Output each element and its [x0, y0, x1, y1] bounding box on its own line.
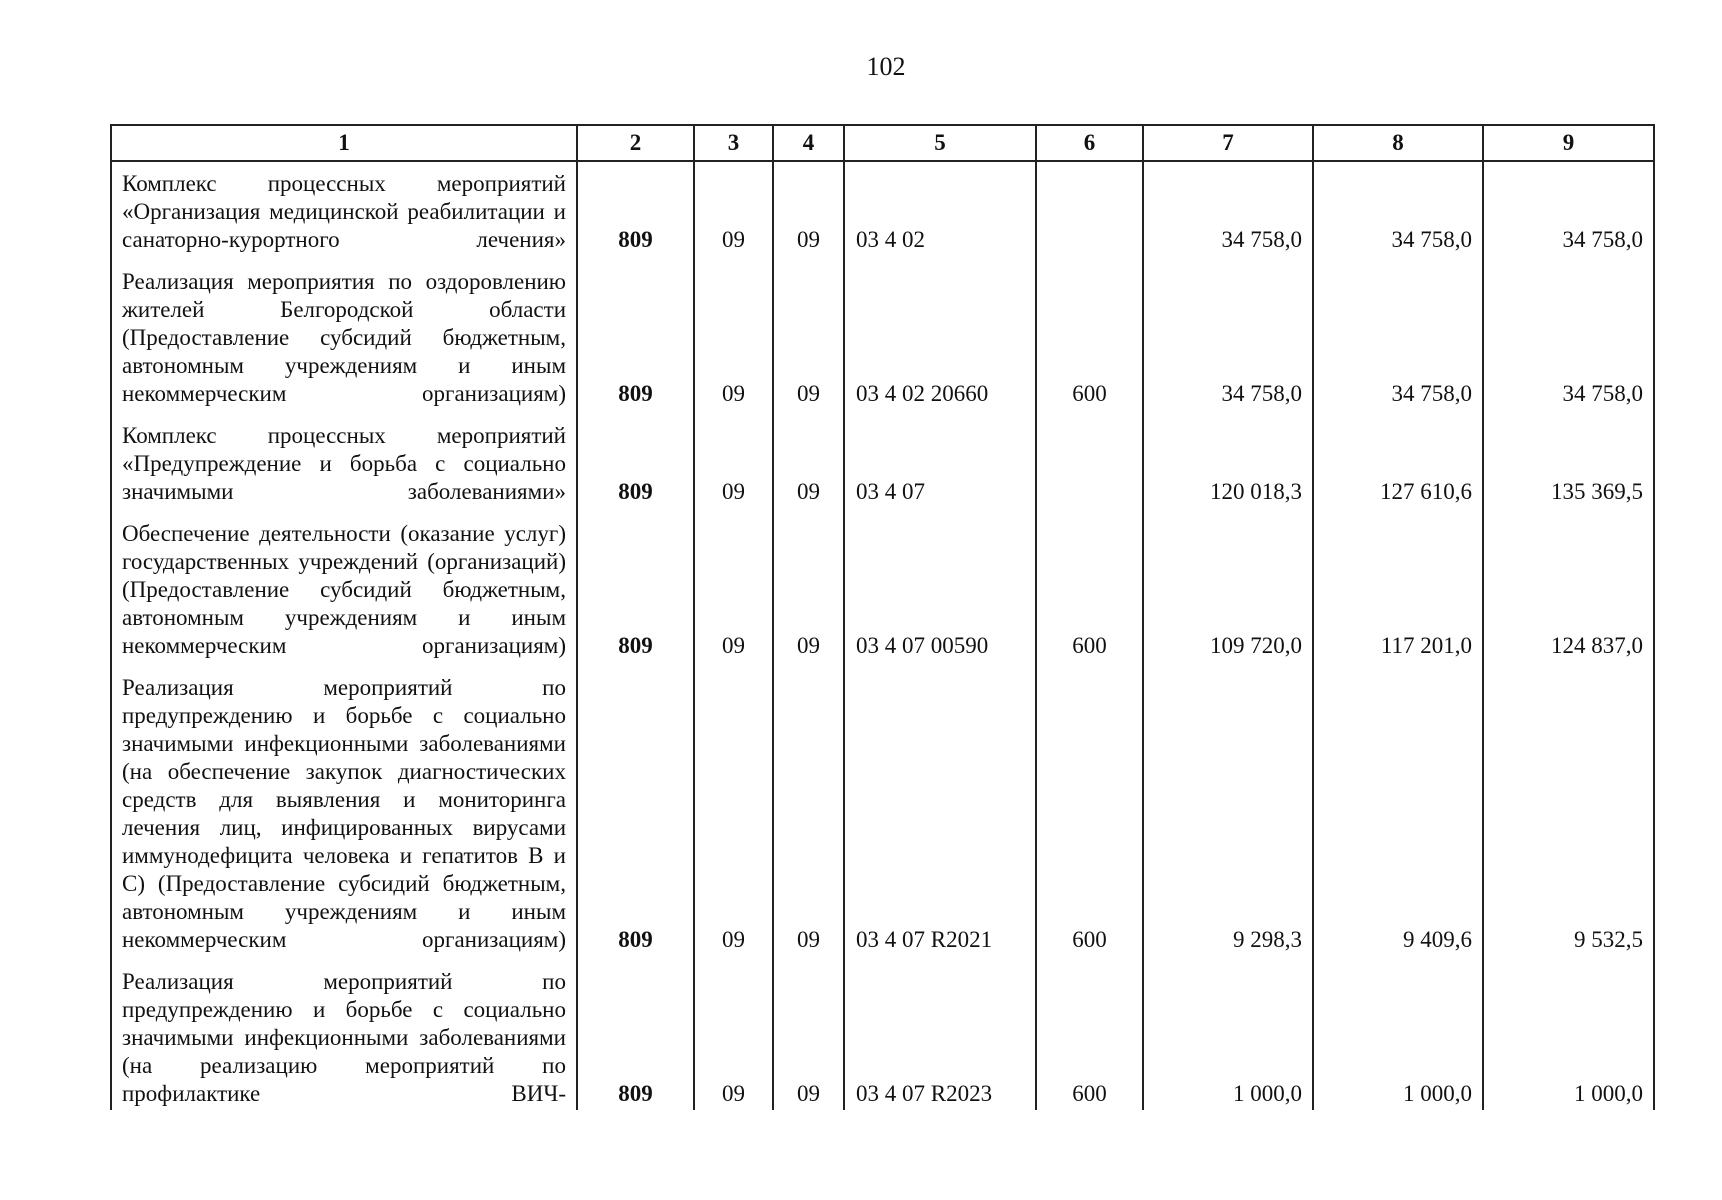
page-number: 102	[866, 52, 906, 81]
amount-col-8: 34 758,0	[1313, 260, 1483, 414]
expense-type-code	[1036, 161, 1143, 260]
amount-col-8: 117 201,0	[1313, 512, 1483, 666]
table-row	[111, 260, 1654, 414]
section-code: 09	[694, 960, 773, 1110]
target-article-code: 03 4 02	[844, 161, 1036, 260]
table-row	[111, 666, 1654, 960]
ved-code: 809	[577, 960, 694, 1110]
row-name: Обеспечение деятельности (оказание услуг) государственных учреждений (организаций) (Предоставление субсидий бюджетным, автономным учреждениям и иным некоммерческим организациям)	[111, 512, 577, 666]
table-row	[111, 960, 1654, 1110]
section-code: 09	[694, 414, 773, 512]
subsection-code: 09	[773, 512, 844, 666]
column-header-7: 7	[1143, 125, 1313, 161]
amount-col-7: 34 758,0	[1143, 161, 1313, 260]
column-header-3: 3	[694, 125, 773, 161]
ved-code: 809	[577, 161, 694, 260]
amount-col-7: 34 758,0	[1143, 260, 1313, 414]
column-header-5: 5	[844, 125, 1036, 161]
expense-type-code: 600	[1036, 260, 1143, 414]
amount-col-8: 34 758,0	[1313, 161, 1483, 260]
column-header-6: 6	[1036, 125, 1143, 161]
target-article-code: 03 4 02 20660	[844, 260, 1036, 414]
budget-table	[110, 124, 1655, 1110]
section-code: 09	[694, 666, 773, 960]
table-row	[111, 161, 1654, 260]
expense-type-code	[1036, 414, 1143, 512]
amount-col-9: 9 532,5	[1483, 666, 1654, 960]
ved-code: 809	[577, 666, 694, 960]
amount-col-9: 34 758,0	[1483, 161, 1654, 260]
amount-col-7: 1 000,0	[1143, 960, 1313, 1110]
amount-col-9: 124 837,0	[1483, 512, 1654, 666]
row-name: Реализация мероприятий по предупреждению и борьбе с социально значимыми инфекционными заболеваниями (на реализацию мероприятий по профилактике ВИЧ-	[111, 960, 577, 1110]
section-code: 09	[694, 161, 773, 260]
target-article-code: 03 4 07 R2023	[844, 960, 1036, 1110]
expense-type-code: 600	[1036, 512, 1143, 666]
amount-col-9: 1 000,0	[1483, 960, 1654, 1110]
target-article-code: 03 4 07 00590	[844, 512, 1036, 666]
table-header	[111, 125, 1654, 161]
subsection-code: 09	[773, 414, 844, 512]
ved-code: 809	[577, 512, 694, 666]
ved-code: 809	[577, 414, 694, 512]
subsection-code: 09	[773, 666, 844, 960]
amount-col-7: 120 018,3	[1143, 414, 1313, 512]
column-header-4: 4	[773, 125, 844, 161]
target-article-code: 03 4 07	[844, 414, 1036, 512]
amount-col-9: 34 758,0	[1483, 260, 1654, 414]
subsection-code: 09	[773, 260, 844, 414]
expense-type-code: 600	[1036, 666, 1143, 960]
amount-col-9: 135 369,5	[1483, 414, 1654, 512]
amount-col-7: 109 720,0	[1143, 512, 1313, 666]
row-name: Комплекс процессных мероприятий «Организация медицинской реабилитации и санаторно-курортного лечения»	[111, 161, 577, 260]
amount-col-7: 9 298,3	[1143, 666, 1313, 960]
section-code: 09	[694, 260, 773, 414]
amount-col-8: 1 000,0	[1313, 960, 1483, 1110]
amount-col-8: 127 610,6	[1313, 414, 1483, 512]
subsection-code: 09	[773, 161, 844, 260]
table-row	[111, 512, 1654, 666]
column-header-2: 2	[577, 125, 694, 161]
section-code: 09	[694, 512, 773, 666]
column-header-9: 9	[1483, 125, 1654, 161]
target-article-code: 03 4 07 R2021	[844, 666, 1036, 960]
table-row	[111, 414, 1654, 512]
row-name: Реализация мероприятий по предупреждению и борьбе с социально значимыми инфекционными заболеваниями (на обеспечение закупок диагностических средств для выявления и мониторинга лечения лиц, инфицированных вирусами иммунодефицита человека и гепатитов В и С) (Предоставление субсидий бюджетным, автономным учреждениям и иным некоммерческим организациям)	[111, 666, 577, 960]
row-name: Комплекс процессных мероприятий «Предупреждение и борьба с социально значимыми заболеваниями»	[111, 414, 577, 512]
column-header-1: 1	[111, 125, 577, 161]
ved-code: 809	[577, 260, 694, 414]
amount-col-8: 9 409,6	[1313, 666, 1483, 960]
row-name: Реализация мероприятия по оздоровлению жителей Белгородской области (Предоставление субсидий бюджетным, автономным учреждениям и иным некоммерческим организациям)	[111, 260, 577, 414]
subsection-code: 09	[773, 960, 844, 1110]
expense-type-code: 600	[1036, 960, 1143, 1110]
column-header-8: 8	[1313, 125, 1483, 161]
